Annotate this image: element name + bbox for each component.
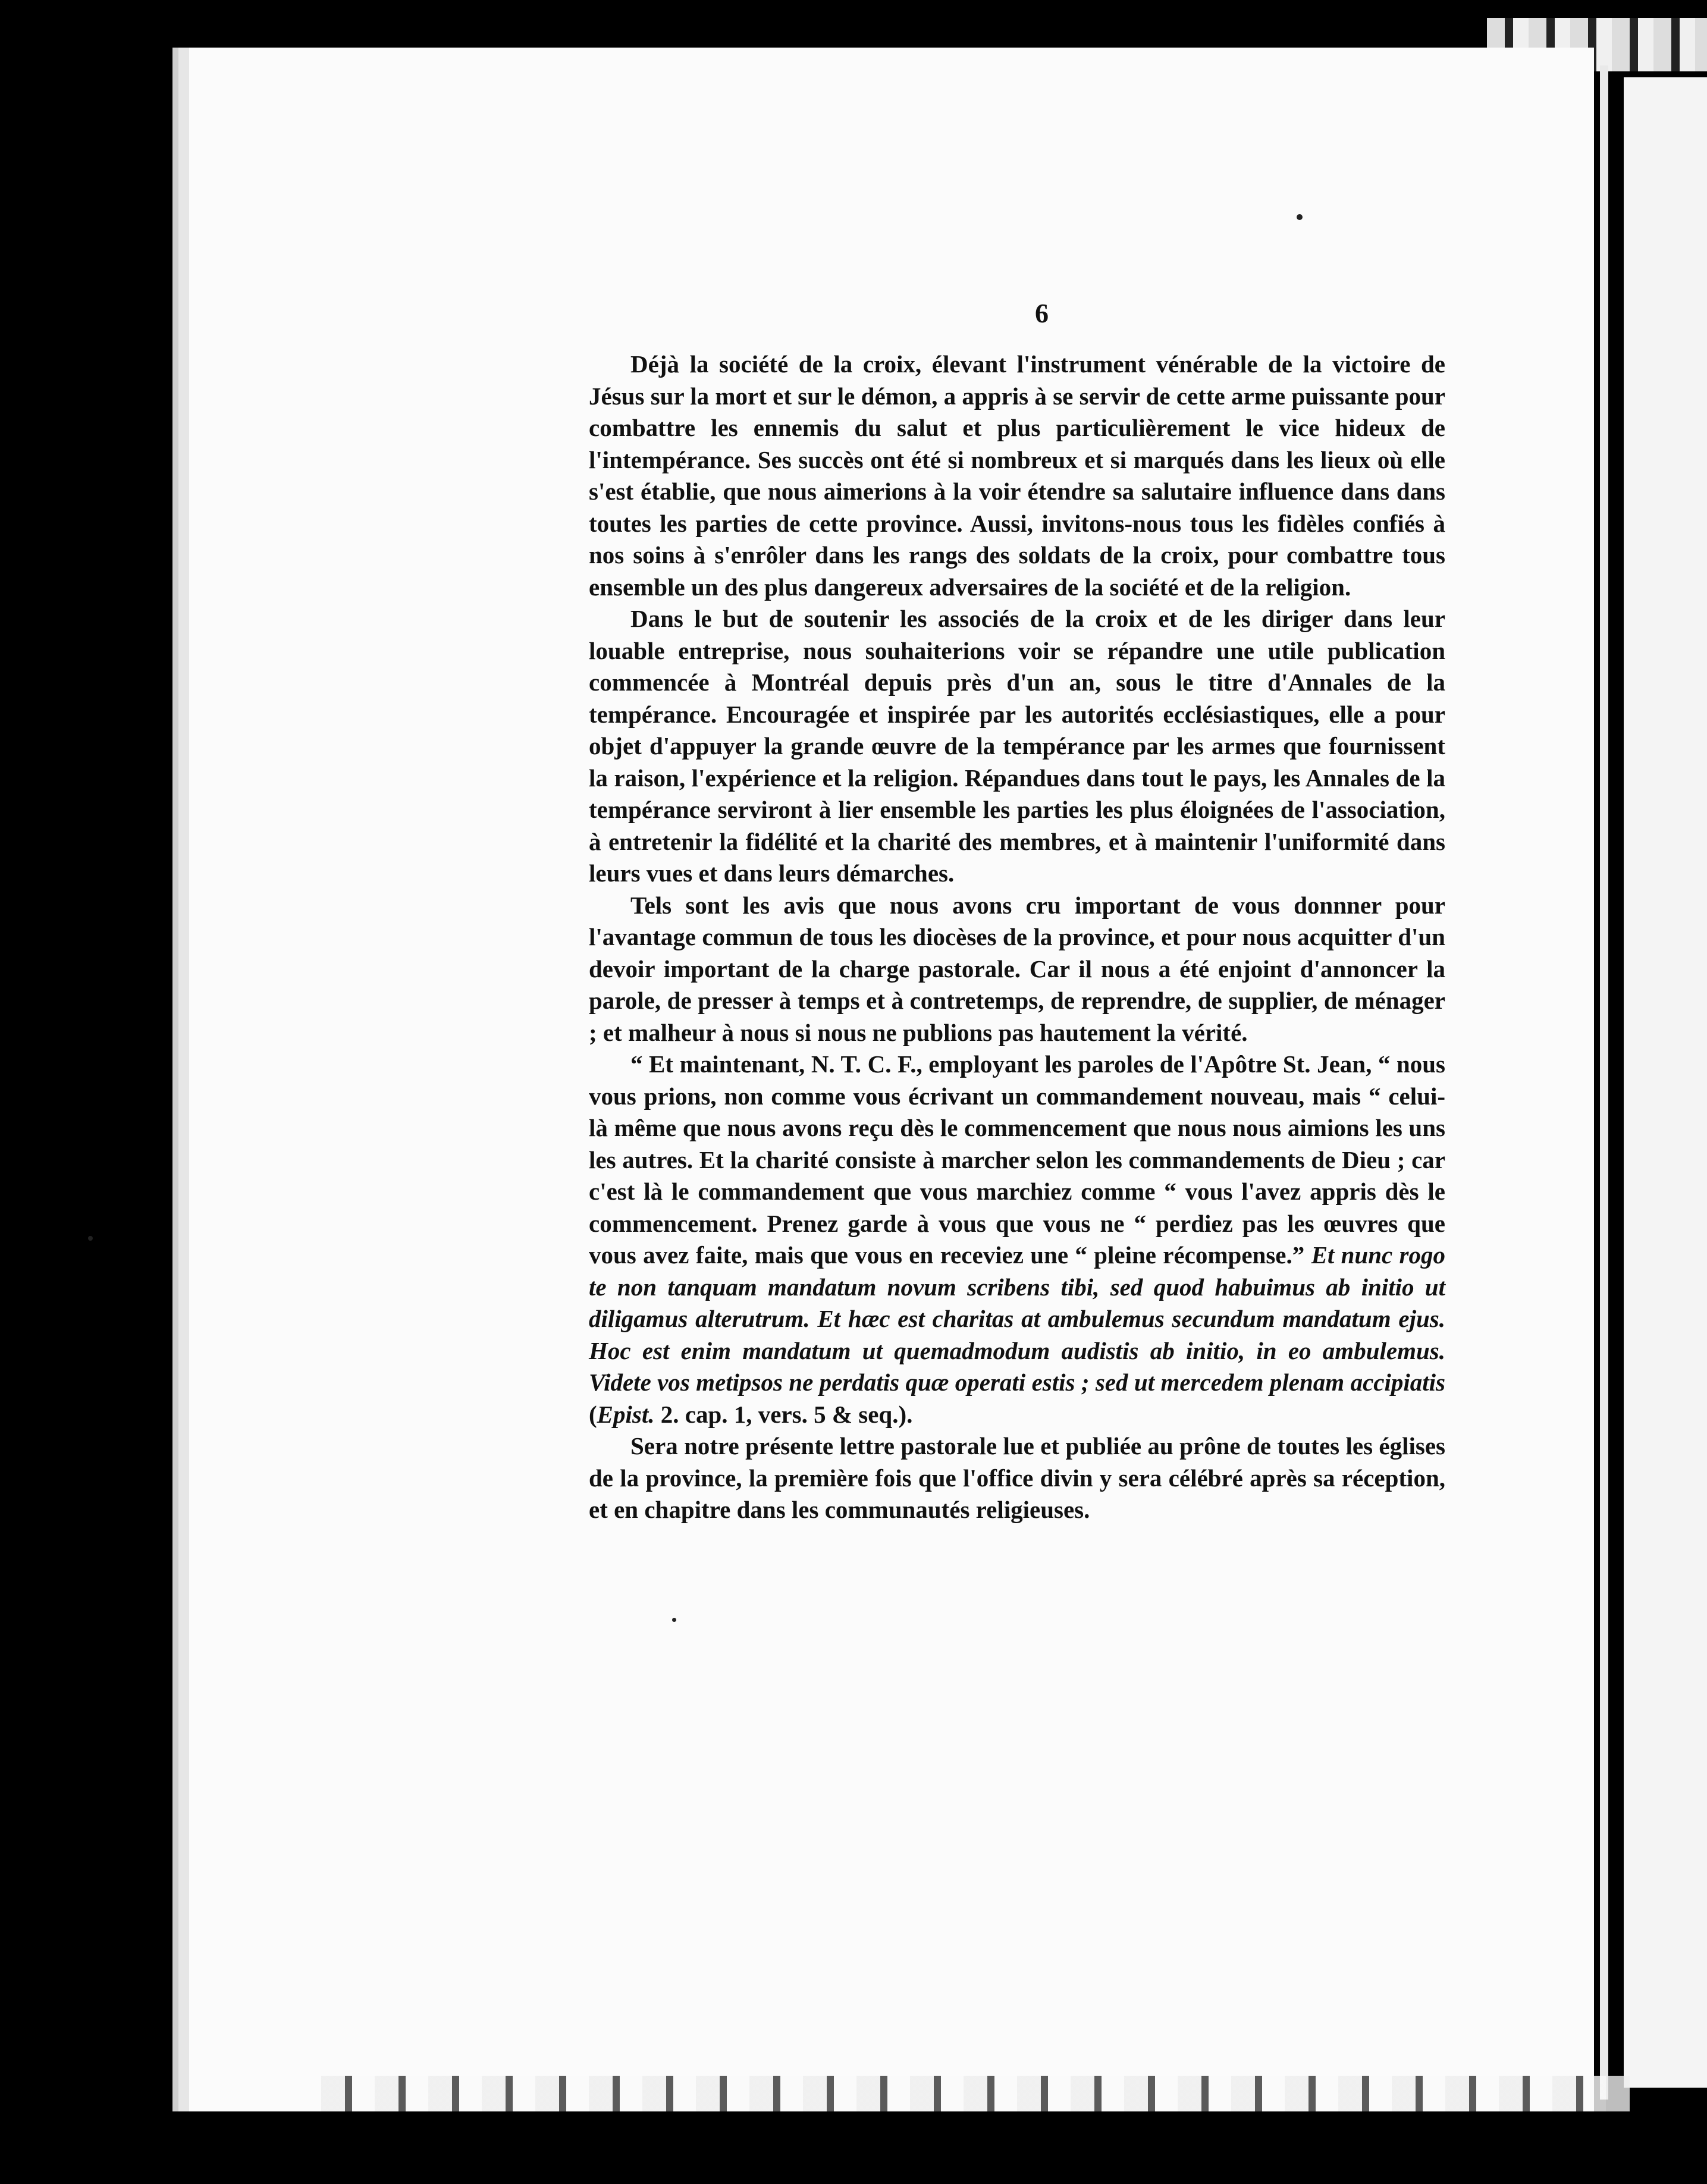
paragraph-annales: Dans le but de soutenir les associés de la croix et de les diriger dans leur louable entreprise, nous souhaiterions voir se répandre une utile publication commencée à Montréal depuis près d'un an, sous le titre d'Annales de la tempérance. Encouragée et inspirée par les autorités ecclésiastiques, elle a pour objet d'appuyer la grande œuvre de la tempérance par les armes que fournissent la raison, l'expérience et la religion. Répandues dans tout le pays, les Annales de la tempérance serviront à lier ensemble les parties les plus éloignées de l'association, à entretenir la fidélité et la charité des membres, et à maintenir l'uniformité dans leurs vues et dans leurs démarches. <box>589 605 1445 887</box>
paragraph-pastoral-duty: Tels sont les avis que nous avons cru important de vous donnner pour l'avantage commun de tous les diocèses de la province, et pour nous acquitter d'un devoir important de la charge pastorale. Car il nous a été enjoint d'annoncer la parole, de presser à temps et à contretemps, de reprendre, de supplier, de ménager ; et malheur à nous si nous ne publions pas hautement la vérité. <box>589 891 1445 1046</box>
reference-italic: Epist. <box>597 1400 655 1428</box>
page-fold-edge <box>1600 65 1608 2100</box>
reference-rest: 2. cap. 1, vers. 5 & seq.). <box>660 1400 913 1428</box>
paragraph-reading-instructions: Sera notre présente lettre pastorale lue et publiée au prône de toutes les églises de la province, la première fois que l'office divin y sera célébré après sa réception, et en chapitre dans les communautés religieuses. <box>589 1432 1445 1523</box>
page-number: 6 <box>1035 298 1049 328</box>
letter-body <box>589 349 1445 1526</box>
paragraph-temperance-society: Déjà la société de la croix, élevant l'instrument vénérable de la victoire de Jésus sur la mort et sur le démon, a appris à se servir de cette arme puissante pour combattre les ennemis du salut et plus particulièrement le vice hideux de l'intempérance. Ses succès ont été si nombreux et si marqués dans les lieux où elle s'est établie, que nous aimerions à la voir étendre sa salutaire influence dans dans toutes les parties de cette province. Aussi, invitons-nous tous les fidèles confiés à nos soins à s'enrôler dans les rangs des soldats de la croix, pour combattre tous ensemble un des plus dangereux adversaires de la société et de la religion. <box>589 350 1445 601</box>
quotation-latin: Et nunc rogo te non tanquam mandatum novum scribens tibi, sed quod habuimus ab initio ut diligamus alterutrum. Et hæc est charitas at ambulemus secundum mandatum ejus. Hoc est enim mandatum ut quemadmodum audistis ab initio, in eo ambulemus. Videte vos metipsos ne perdatis quæ operati estis ; sed ut mercedem plenam accipiatis <box>589 1241 1445 1396</box>
adjacent-page-edge <box>1624 77 1707 2088</box>
ink-speck <box>672 1618 676 1622</box>
quotation-french: “ Et maintenant, N. T. C. F., employant les paroles de l'Apôtre St. Jean, “ nous vous prions, non comme vous écrivant un commandement nouveau, mais “ celui-là même que nous avons reçu dès le commencement que nous nous aimions les uns les autres. Et la charité consiste à marcher selon les commandements de Dieu ; car c'est là le commandement que vous marchiez comme “ vous l'avez appris dès le commencement. Prenez garde à vous que vous ne “ perdiez pas les œuvres que vous avez faite, mais que vous en receviez une “ pleine récompense.” <box>589 1050 1445 1269</box>
page-edge-bottom <box>321 2076 1630 2111</box>
paragraph-quotation <box>589 1049 1445 1430</box>
ink-speck <box>88 1236 93 1241</box>
reference-open: ( <box>589 1400 597 1428</box>
ink-speck <box>1297 214 1303 220</box>
